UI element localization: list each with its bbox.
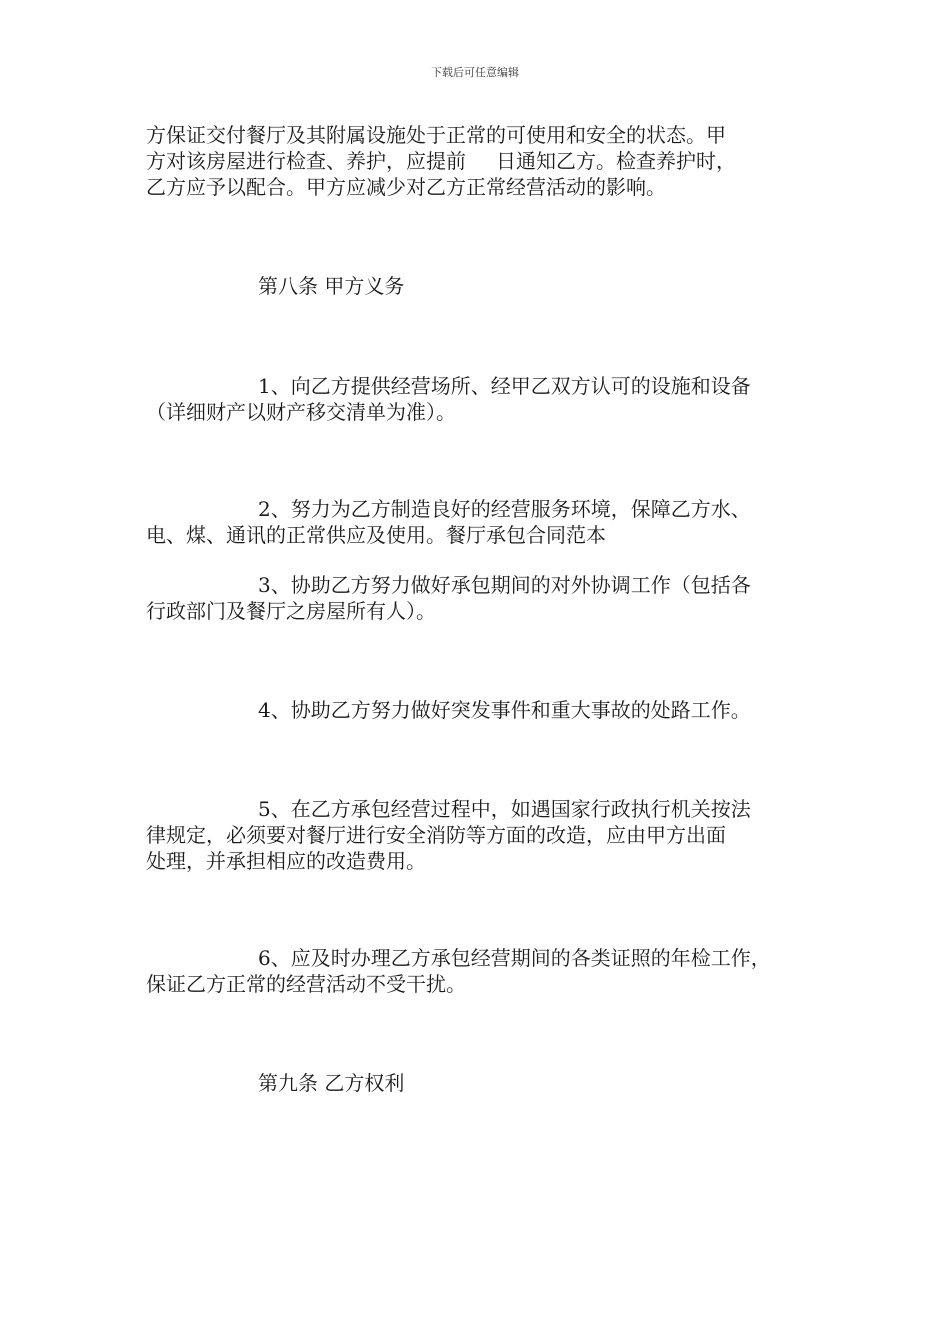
text-line	[146, 148, 810, 174]
section-title: 第九条 乙方权利	[258, 1071, 405, 1095]
text-line: 1、向乙方提供经营场所、经甲乙双方认可的设施和设备	[258, 374, 751, 398]
text-segment: 日通知乙方。检查养护时，	[496, 149, 736, 173]
text-line: 电、煤、通讯的正常供应及使用。餐厅承包合同范本	[146, 523, 606, 547]
obligation-item-5	[146, 796, 810, 874]
text-line: 3、协助乙方努力做好承包期间的对外协调工作（包括各	[258, 573, 751, 597]
text-line: 2、努力为乙方制造良好的经营服务环境，保障乙方水、	[258, 497, 751, 521]
text-line: 处理，并承担相应的改造费用。	[146, 849, 426, 873]
page-header: 下载后可任意编辑	[431, 66, 519, 79]
article-nine-heading	[146, 1070, 810, 1096]
obligation-item-6	[146, 945, 810, 997]
obligation-item-3	[146, 572, 810, 624]
text-line: 律规定，必须要对餐厅进行安全消防等方面的改造，应由甲方出面	[146, 823, 726, 847]
text-line: （详细财产以财产移交清单为准）。	[146, 400, 456, 424]
text-segment: 方对该房屋进行检查、养护，应提前	[146, 149, 466, 173]
article-eight-heading	[146, 273, 810, 299]
text-line: 6、应及时办理乙方承包经营期间的各类证照的年检工作，	[258, 946, 771, 970]
section-title: 第八条 甲方义务	[258, 274, 405, 298]
text-line: 行政部门及餐厅之房屋所有人）。	[146, 599, 436, 623]
obligation-item-4	[146, 697, 810, 723]
paragraph-continuation	[146, 122, 810, 200]
text-line: 4、协助乙方努力做好突发事件和重大事故的处路工作。	[258, 698, 751, 722]
text-line: 保证乙方正常的经营活动不受干扰。	[146, 972, 466, 996]
obligation-item-1	[146, 373, 810, 425]
obligation-item-2	[146, 496, 810, 548]
text-line: 方保证交付餐厅及其附属设施处于正常的可使用和安全的状态。甲	[146, 123, 726, 147]
text-line: 5、在乙方承包经营过程中，如遇国家行政执行机关按法	[258, 797, 751, 821]
text-line: 乙方应予以配合。甲方应减少对乙方正常经营活动的影响。	[146, 175, 666, 199]
